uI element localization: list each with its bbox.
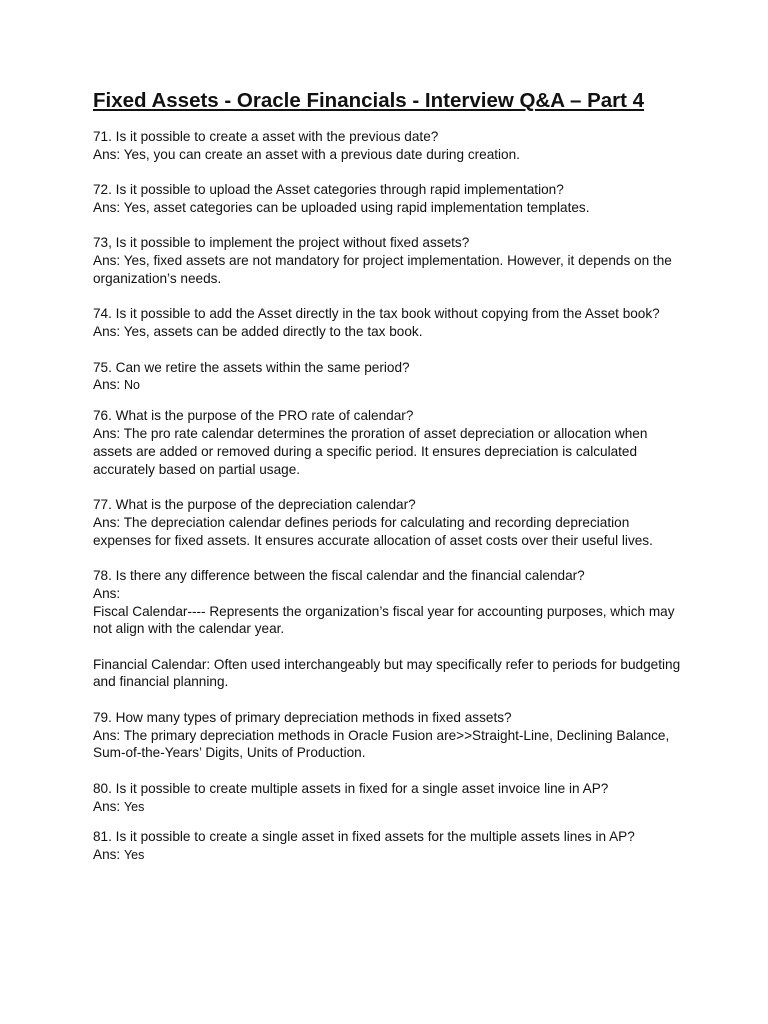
answer-74: Ans: Yes, assets can be added directly to the tax book.: [93, 324, 423, 340]
answer-78-financial-calendar: Financial Calendar: Often used interchangeably but may specifically refer to periods for budgeting and financial planning.: [93, 656, 681, 690]
answer-78-fiscal-calendar: Fiscal Calendar---- Represents the organization’s fiscal year for accounting purposes, which may not align with the calendar year.: [93, 603, 675, 637]
answer-value: Yes: [123, 848, 145, 863]
question-71: 71. Is it possible to create a asset with the previous date?: [93, 129, 439, 144]
qa-item-76: [93, 407, 683, 478]
qa-item-77: [93, 496, 683, 549]
answer-80: [93, 798, 683, 817]
question-81: 81. Is it possible to create a single asset in fixed assets for the multiple assets lines in AP?: [93, 829, 635, 845]
question-75: 75. Can we retire the assets within the same period?: [93, 359, 410, 375]
answer-71: Ans: Yes, you can create an asset with a previous date during creation.: [93, 146, 520, 162]
answer-72: Ans: Yes, asset categories can be uploaded using rapid implementation templates.: [93, 199, 590, 215]
qa-item-80: [93, 780, 683, 817]
question-77: 77. What is the purpose of the depreciation calendar?: [93, 496, 416, 512]
answer-81: [93, 846, 683, 865]
answer-prefix: Ans:: [93, 798, 124, 814]
answer-value: Yes: [123, 799, 145, 814]
answer-73: Ans: Yes, fixed assets are not mandatory for project implementation. However, it depends on the organization’s needs.: [93, 253, 672, 286]
answer-78: Ans:: [93, 585, 121, 601]
qa-item-72: [93, 181, 683, 217]
question-76: 76. What is the purpose of the PRO rate of calendar?: [93, 408, 414, 424]
qa-item-79: [93, 709, 683, 762]
answer-75: [93, 376, 683, 395]
question-79: 79. How many types of primary depreciation methods in fixed assets?: [93, 709, 512, 725]
question-72: 72. Is it possible to upload the Asset categories through rapid implementation?: [93, 182, 564, 198]
answer-77: Ans: The depreciation calendar defines periods for calculating and recording depreciation expenses for fixed assets. It ensures accurate allocation of asset costs over their useful lives.: [93, 514, 653, 548]
answer-value: No: [123, 378, 140, 393]
answer-prefix: Ans:: [93, 377, 124, 393]
document-page: [93, 88, 683, 883]
answer-79: Ans: The primary depreciation methods in Oracle Fusion are>>Straight-Line, Declining Balance, Sum-of-the-Years’ Digits, Units of Production.: [93, 727, 670, 761]
qa-item-75: [93, 359, 683, 396]
qa-item-73: [93, 234, 683, 287]
question-73: 73, Is it possible to implement the project without fixed assets?: [93, 235, 470, 251]
qa-item-78: [93, 567, 683, 691]
answer-prefix: Ans:: [93, 847, 124, 863]
answer-76: Ans: The pro rate calendar determines the proration of asset depreciation or allocation when assets are added or removed during a specific period. It ensures depreciation is calculated accurately based on partial usage.: [93, 425, 648, 477]
document-title: Fixed Assets - Oracle Financials - Interview Q&A – Part 4: [93, 89, 645, 112]
qa-item-81: [93, 828, 683, 865]
question-80: 80. Is it possible to create multiple assets in fixed for a single asset invoice line in AP?: [93, 780, 609, 796]
question-74: 74. Is it possible to add the Asset directly in the tax book without copying from the Asset book?: [93, 306, 660, 322]
qa-item-71: [93, 128, 683, 164]
qa-item-74: [93, 305, 683, 341]
question-78: 78. Is there any difference between the fiscal calendar and the financial calendar?: [93, 567, 585, 583]
